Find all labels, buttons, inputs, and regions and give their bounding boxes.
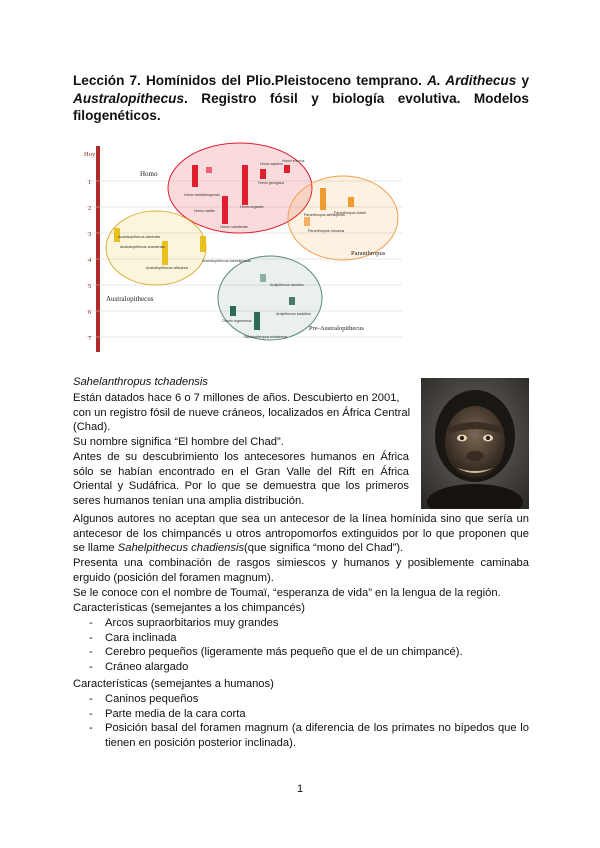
species-label: Homo heidelbergensis	[184, 193, 220, 197]
species-label: Homo erectus	[282, 159, 305, 163]
human-traits-list	[73, 692, 529, 751]
list-item: - Arcos supraorbitarios muy grandes	[73, 616, 529, 631]
species-label: Homo habilis	[194, 209, 215, 213]
chimp-traits-heading: Características (semejantes a los chimpancés)	[73, 602, 305, 614]
species-label: Homo georgicus	[258, 181, 285, 185]
species-bar	[289, 297, 295, 305]
time-axis-bar	[96, 146, 100, 352]
paragraph-6: Se le conoce con el nombre de Toumaï, “esperanza de vida” en la lengua de la región.	[73, 587, 501, 599]
group-label-paranthropus: Paranthropus	[351, 250, 386, 257]
species-bar	[304, 217, 310, 226]
group-label-australopithecus: Australopithecus	[106, 295, 154, 303]
paragraph-3: Antes de su descubrimiento los antecesores humanos en África sólo se habían encontrado en el Gran Valle del Rift en África Oriental y Sudáfrica. Por lo que se demuestra que los primeros seres humanos tenían una amplia distribución.	[73, 451, 409, 508]
tick-label: 1	[88, 179, 92, 186]
tick-label: 6	[88, 309, 92, 316]
tick-label: 5	[88, 283, 92, 290]
page-title: Lección 7. Homínidos del Plio.Pleistoceno temprano. A. Ardithecus y Australopithecus. Registro fósil y biología evolutiva. Modelos filogenéticos.	[73, 73, 530, 123]
human-traits-heading: Características (semejantes a humanos)	[73, 678, 274, 690]
paragraph-4: Algunos autores no aceptan que sea un antecesor de la línea homínida sino que sería un antecesor de los chimpancés u otros antropomorfos extinguidos por lo que proponen que se llame Sahelpithecus chadiensis(que significa “mono del Chad”).	[73, 513, 529, 555]
species-label: Ardipithecus ramidus	[270, 283, 304, 287]
group-label-pre-australopithecus: Pre-Australopithecus	[309, 325, 364, 332]
list-item: - Caninos pequeños	[73, 692, 529, 707]
sahelanthropus-photo	[421, 378, 529, 509]
group-label-homo: Homo	[140, 170, 158, 178]
paragraph-5: Presenta una combinación de rasgos simiescos y humanos y posiblemente caminaba erguido (posición del foramen magnum).	[73, 557, 529, 584]
species-bar	[206, 167, 212, 173]
species-bar	[254, 312, 260, 330]
species-label: Australopithecus anamensis	[120, 245, 165, 249]
species-label: Australopithecus africanus	[146, 266, 189, 270]
species-label: Homo ergaster	[240, 205, 264, 209]
axis-top-label: Hoy	[84, 151, 96, 158]
tick-label: 7	[88, 335, 92, 342]
species-label: Homo rudolfensis	[220, 225, 248, 229]
list-item: - Cráneo alargado	[73, 660, 529, 675]
hominid-phylogeny-figure	[84, 138, 404, 354]
species-bar	[192, 165, 198, 187]
list-item: - Posición basal del foramen magnum (a diferencia de los primates no bípedos que lo tienen en posición posterior inclinada).	[73, 721, 529, 750]
species-bar	[284, 165, 290, 173]
species-label: Paranthropus boisei	[334, 211, 366, 215]
tick-label: 2	[88, 205, 92, 212]
species-label: Homo sapiens	[260, 162, 283, 166]
species-label: Australopithecus afarensis	[118, 235, 161, 239]
species-bar	[260, 169, 266, 179]
list-item: - Cara inclinada	[73, 631, 529, 646]
species-bar	[222, 196, 228, 224]
page-number: 1	[296, 783, 304, 795]
species-bar	[200, 236, 206, 252]
paragraph-2: Su nombre significa “El hombre del Chad”.	[73, 436, 284, 448]
species-label: Ardipithecus kadabba	[276, 312, 311, 316]
chimp-traits-list	[73, 616, 529, 675]
list-item: - Cerebro pequeños (ligeramente más pequeño que el de un chimpancé).	[73, 645, 529, 660]
species-label: Paranthropus aethiopicus	[304, 213, 345, 217]
section-heading: Sahelanthropus tchadensis	[73, 376, 208, 388]
species-label: Australopithecus bahrelghazali	[202, 259, 251, 263]
list-item: - Parte media de la cara corta	[73, 707, 529, 722]
species-bar	[242, 165, 248, 205]
species-label: Paranthropus robustus	[308, 229, 345, 233]
species-label: Orrorin tugenensis	[222, 319, 252, 323]
tick-label: 4	[88, 257, 92, 264]
pre-australopithecus-group	[218, 256, 322, 340]
tick-label: 3	[88, 231, 92, 238]
species-bar	[348, 197, 354, 207]
species-bar	[320, 188, 326, 210]
species-label: Sahelanthropus tchadensis	[244, 335, 288, 339]
paragraph-1: Están datados hace 6 o 7 millones de años. Descubierto en 2001, con un registro fósil de nueve cráneos, localizados en África Central (Chad).	[73, 392, 411, 434]
species-bar	[230, 306, 236, 316]
species-bar	[260, 274, 266, 282]
